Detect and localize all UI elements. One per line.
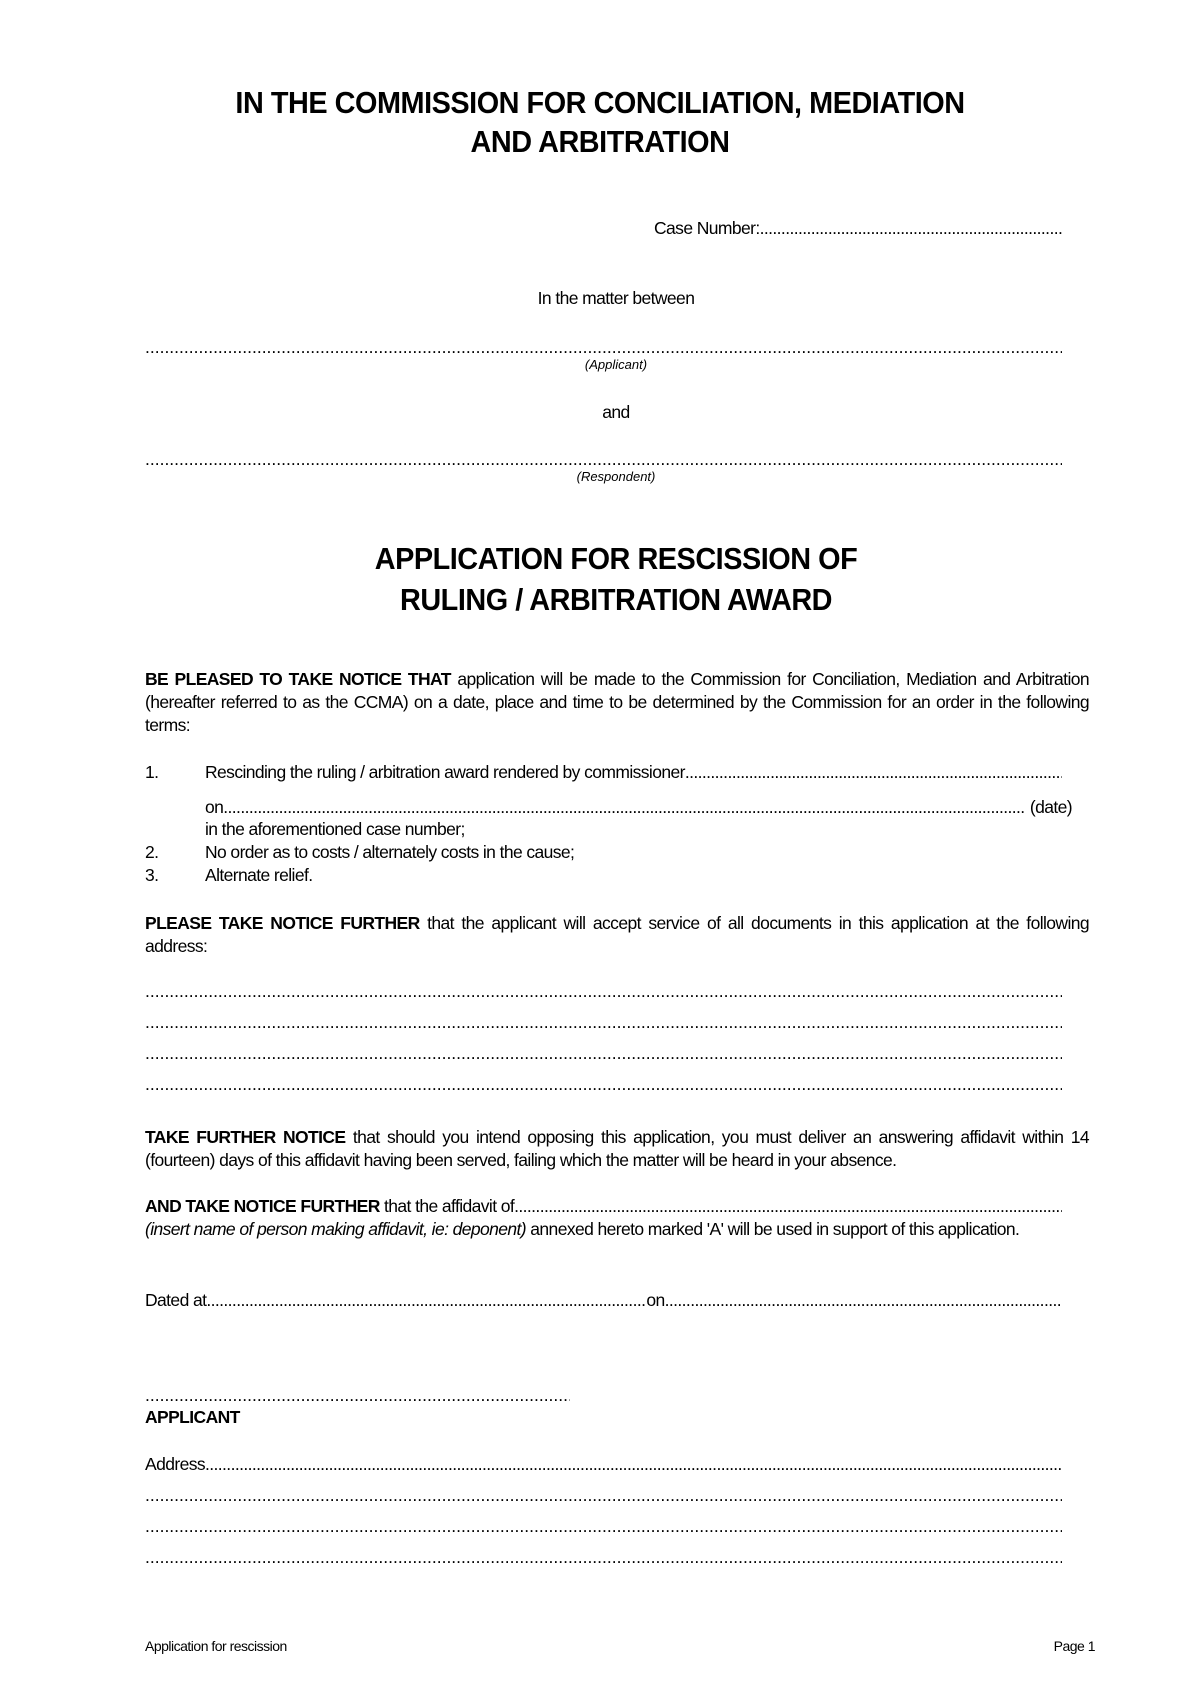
dated-at-label: Dated at <box>145 1290 207 1310</box>
case-number-line <box>654 218 1062 239</box>
deponent-name-field[interactable] <box>514 1196 1062 1217</box>
address-label: Address <box>145 1454 205 1474</box>
dated-date-field[interactable] <box>665 1290 1062 1311</box>
service-address-line-2[interactable] <box>145 1012 1062 1033</box>
commissioner-field[interactable] <box>685 762 1062 783</box>
notice-1-text: application will be made to the Commission for Conciliation, Mediation and Arbitration (hereafter referred to as the CCMA) on a date, place and time to be determined by the Commission for an order in the following terms: <box>145 669 1090 735</box>
notice-3-lead: TAKE FURTHER NOTICE <box>145 1127 346 1147</box>
notice-4-instruction: (insert name of person making affidavit, ie: deponent) <box>145 1219 527 1239</box>
item-1-date-caption: (date) <box>1029 797 1072 817</box>
address-line <box>145 1454 1062 1475</box>
item-1-line <box>205 762 1062 783</box>
dated-line <box>145 1290 1062 1311</box>
item-1-number: 1. <box>145 762 159 782</box>
item-2-number: 2. <box>145 842 159 862</box>
document-title-line-1: APPLICATION FOR RESCISSION OF <box>374 541 858 576</box>
service-address-line-3[interactable] <box>145 1043 1062 1064</box>
item-3-number: 3. <box>145 865 159 885</box>
applicant-address-line-2[interactable] <box>145 1485 1062 1506</box>
notice-paragraph-2 <box>145 912 1089 958</box>
item-1-continuation: in the aforementioned case number; <box>205 819 465 839</box>
notice-4-line-1 <box>145 1196 1062 1217</box>
notice-3-text: that should you intend opposing this application, you must deliver an answering affidavit within 14 (fourteen) days of this affidavit having been served, failing which the matter will be heard in your absence. <box>145 1127 1089 1170</box>
notice-1-lead: BE PLEASED TO TAKE NOTICE THAT <box>145 669 451 689</box>
date-field[interactable] <box>223 797 1024 818</box>
service-address-line-1[interactable] <box>145 981 1062 1002</box>
item-3-text: Alternate relief. <box>205 865 313 885</box>
applicant-address-line-3[interactable] <box>145 1516 1062 1537</box>
heading-line-2: AND ARBITRATION <box>470 124 730 159</box>
item-1-text: Rescinding the ruling / arbitration award rendered by commissioner <box>205 762 685 782</box>
notice-paragraph-3 <box>145 1126 1089 1172</box>
notice-4-line-2 <box>145 1219 1019 1240</box>
heading-line-1: IN THE COMMISSION FOR CONCILIATION, MEDIATION <box>235 85 965 120</box>
case-number-field[interactable] <box>760 218 1062 239</box>
footer-title: Application for rescission <box>145 1638 287 1654</box>
item-2-text: No order as to costs / alternately costs in the cause; <box>205 842 575 862</box>
notice-2-text: that the applicant will accept service of all documents in this application at the following address: <box>145 913 1090 956</box>
dated-on-label: on <box>646 1290 665 1310</box>
item-1-on: on <box>205 797 224 817</box>
notice-4-text: that the affidavit of <box>379 1196 515 1216</box>
item-1-date-line <box>205 797 1072 818</box>
service-address-line-4[interactable] <box>145 1074 1062 1095</box>
notice-4-lead: AND TAKE NOTICE FURTHER <box>145 1196 380 1216</box>
notice-paragraph-1 <box>145 668 1089 737</box>
case-number-label: Case Number: <box>654 218 760 238</box>
respondent-caption: (Respondent) <box>576 469 656 484</box>
applicant-address-line-4[interactable] <box>145 1547 1062 1568</box>
document-title-line-2: RULING / ARBITRATION AWARD <box>399 582 833 617</box>
applicant-caption: (Applicant) <box>584 357 648 372</box>
notice-2-lead: PLEASE TAKE NOTICE FURTHER <box>145 913 420 933</box>
dated-place-field[interactable] <box>206 1290 646 1311</box>
and-text: and <box>602 402 630 422</box>
applicant-address-line-1[interactable] <box>205 1454 1062 1475</box>
applicant-name-field[interactable] <box>145 337 1062 358</box>
footer-page-number: Page 1 <box>1053 1638 1095 1654</box>
applicant-signature-field[interactable] <box>145 1385 570 1406</box>
matter-between: In the matter between <box>537 288 695 308</box>
applicant-signature-label: APPLICANT <box>145 1407 240 1427</box>
respondent-name-field[interactable] <box>145 449 1062 470</box>
notice-4-text-2: annexed hereto marked 'A' will be used in support of this application. <box>526 1219 1020 1239</box>
